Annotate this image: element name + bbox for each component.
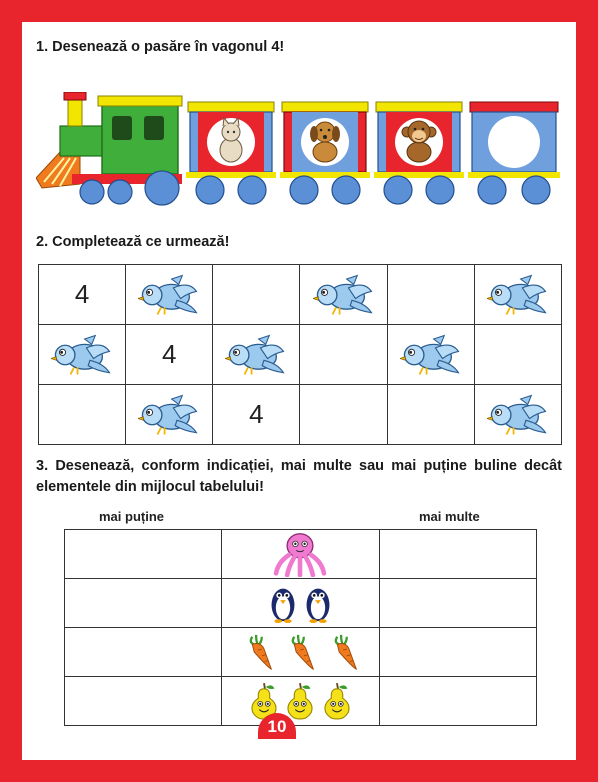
bird-icon (138, 273, 200, 317)
grid-cell-empty[interactable] (474, 325, 561, 385)
comparison-table (64, 529, 537, 726)
bird-icon (487, 393, 549, 437)
more-dots-cell[interactable] (379, 530, 536, 579)
middle-cell (222, 530, 379, 579)
grid-cell: 4 (126, 325, 213, 385)
column-header-more: mai multe (419, 509, 480, 524)
fewer-dots-cell[interactable] (65, 628, 222, 677)
carrot-icon (281, 632, 319, 672)
bird-icon (138, 393, 200, 437)
grid-cell: 4 (39, 265, 126, 325)
grid-cell-empty[interactable] (300, 385, 387, 445)
exercise-2-title: 2. Completează ce urmează! (36, 234, 230, 250)
carrot-icon (239, 632, 277, 672)
more-dots-cell[interactable] (379, 579, 536, 628)
middle-cell (222, 579, 379, 628)
locomotive (36, 92, 182, 205)
grid-cell (474, 265, 561, 325)
grid-cell (126, 265, 213, 325)
octopus-icon (272, 531, 328, 577)
bird-icon (487, 273, 549, 317)
train-illustration (36, 92, 562, 207)
grid-cell-empty[interactable] (300, 325, 387, 385)
pear-icon (321, 681, 353, 721)
bird-icon (313, 273, 375, 317)
grid-cell (474, 385, 561, 445)
carrot-icon (324, 632, 362, 672)
exercise-1-title: 1. Desenează o pasăre în vagonul 4! (36, 39, 285, 55)
column-header-fewer: mai puține (99, 509, 165, 524)
grid-cell: 4 (213, 385, 300, 445)
fewer-dots-cell[interactable] (65, 677, 222, 726)
more-dots-cell[interactable] (379, 677, 536, 726)
grid-cell-empty[interactable] (387, 265, 474, 325)
page-number: 10 (258, 713, 296, 739)
more-dots-cell[interactable] (379, 628, 536, 677)
pattern-grid (38, 264, 562, 445)
penguin-icon (303, 582, 333, 624)
wagon-1 (186, 102, 276, 204)
fewer-dots-cell[interactable] (65, 530, 222, 579)
grid-cell (39, 325, 126, 385)
bird-icon (225, 333, 287, 377)
bird-icon (51, 333, 113, 377)
fewer-dots-cell[interactable] (65, 579, 222, 628)
grid-cell (300, 265, 387, 325)
middle-cell (222, 628, 379, 677)
pear-icon (284, 681, 316, 721)
wagon-3 (374, 102, 464, 204)
exercise-3-title: 3. Desenează, conform indicației, mai multe sau mai puține buline decât elementele din mijlocul tabelului! (36, 458, 562, 495)
bird-icon (400, 333, 462, 377)
middle-cell (222, 677, 379, 726)
grid-cell-empty[interactable] (213, 265, 300, 325)
grid-cell (387, 325, 474, 385)
wagon-4-empty[interactable] (468, 102, 560, 204)
grid-cell-empty[interactable] (387, 385, 474, 445)
grid-cell (213, 325, 300, 385)
worksheet-page (22, 22, 576, 760)
wagon-2 (280, 102, 370, 204)
grid-cell-empty[interactable] (39, 385, 126, 445)
grid-cell (126, 385, 213, 445)
penguin-icon (268, 582, 298, 624)
